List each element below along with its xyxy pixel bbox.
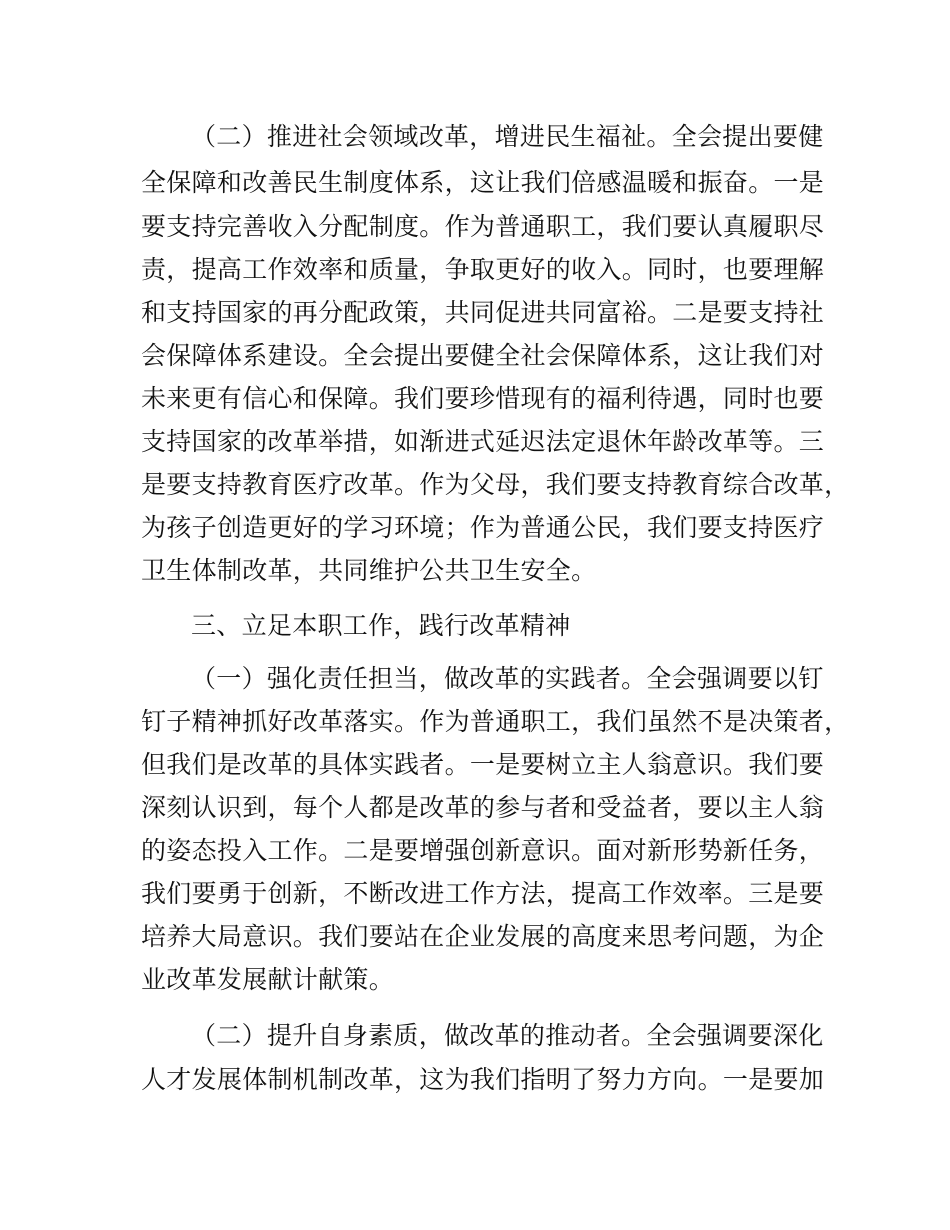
paragraph-line: 要支持完善收入分配制度。作为普通职工，我们要认真履职尽 [141, 212, 825, 241]
paragraph-line: 会保障体系建设。全会提出要健全社会保障体系，这让我们对 [141, 341, 825, 370]
paragraph-line: 但我们是改革的具体实践者。一是要树立主人翁意识。我们要 [141, 750, 825, 779]
paragraph-line: 业改革发展献计献策。 [141, 965, 395, 994]
paragraph-line: 我们要勇于创新，不断改进工作方法，提高工作效率。三是要 [141, 879, 825, 908]
paragraph-line: 为孩子创造更好的学习环境；作为普通公民，我们要支持医疗 [141, 513, 825, 542]
paragraph-line: 人才发展体制机制改革，这为我们指明了努力方向。一是要加 [141, 1065, 825, 1094]
section-heading: 三、立足本职工作，践行改革精神 [191, 611, 571, 640]
paragraph-line: （一）强化责任担当，做改革的实践者。全会强调要以钉 [191, 664, 824, 693]
paragraph-line: 和支持国家的再分配政策，共同促进共同富裕。二是要支持社 [141, 298, 825, 327]
paragraph-line: 钉子精神抓好改革落实。作为普通职工，我们虽然不是决策者， [141, 707, 850, 736]
paragraph-line: 卫生体制改革，共同维护公共卫生安全。 [141, 556, 597, 585]
paragraph-line: （二）推进社会领域改革，增进民生福祉。全会提出要健 [191, 122, 824, 151]
paragraph-line: 未来更有信心和保障。我们要珍惜现有的福利待遇，同时也要 [141, 384, 825, 413]
paragraph-line: 全保障和改善民生制度体系，这让我们倍感温暖和振奋。一是 [141, 168, 825, 197]
paragraph-line: 的姿态投入工作。二是要增强创新意识。面对新形势新任务， [141, 836, 825, 865]
paragraph-line: 支持国家的改革举措，如渐进式延迟法定退休年龄改革等。三 [141, 427, 825, 456]
paragraph-line: 是要支持教育医疗改革。作为父母，我们要支持教育综合改革， [141, 470, 850, 499]
paragraph-line: 深刻认识到，每个人都是改革的参与者和受益者，要以主人翁 [141, 793, 825, 822]
paragraph-line: 培养大局意识。我们要站在企业发展的高度来思考问题，为企 [141, 922, 825, 951]
paragraph-line: （二）提升自身素质，做改革的推动者。全会强调要深化 [191, 1021, 824, 1050]
paragraph-line: 责，提高工作效率和质量，争取更好的收入。同时，也要理解 [141, 255, 825, 284]
